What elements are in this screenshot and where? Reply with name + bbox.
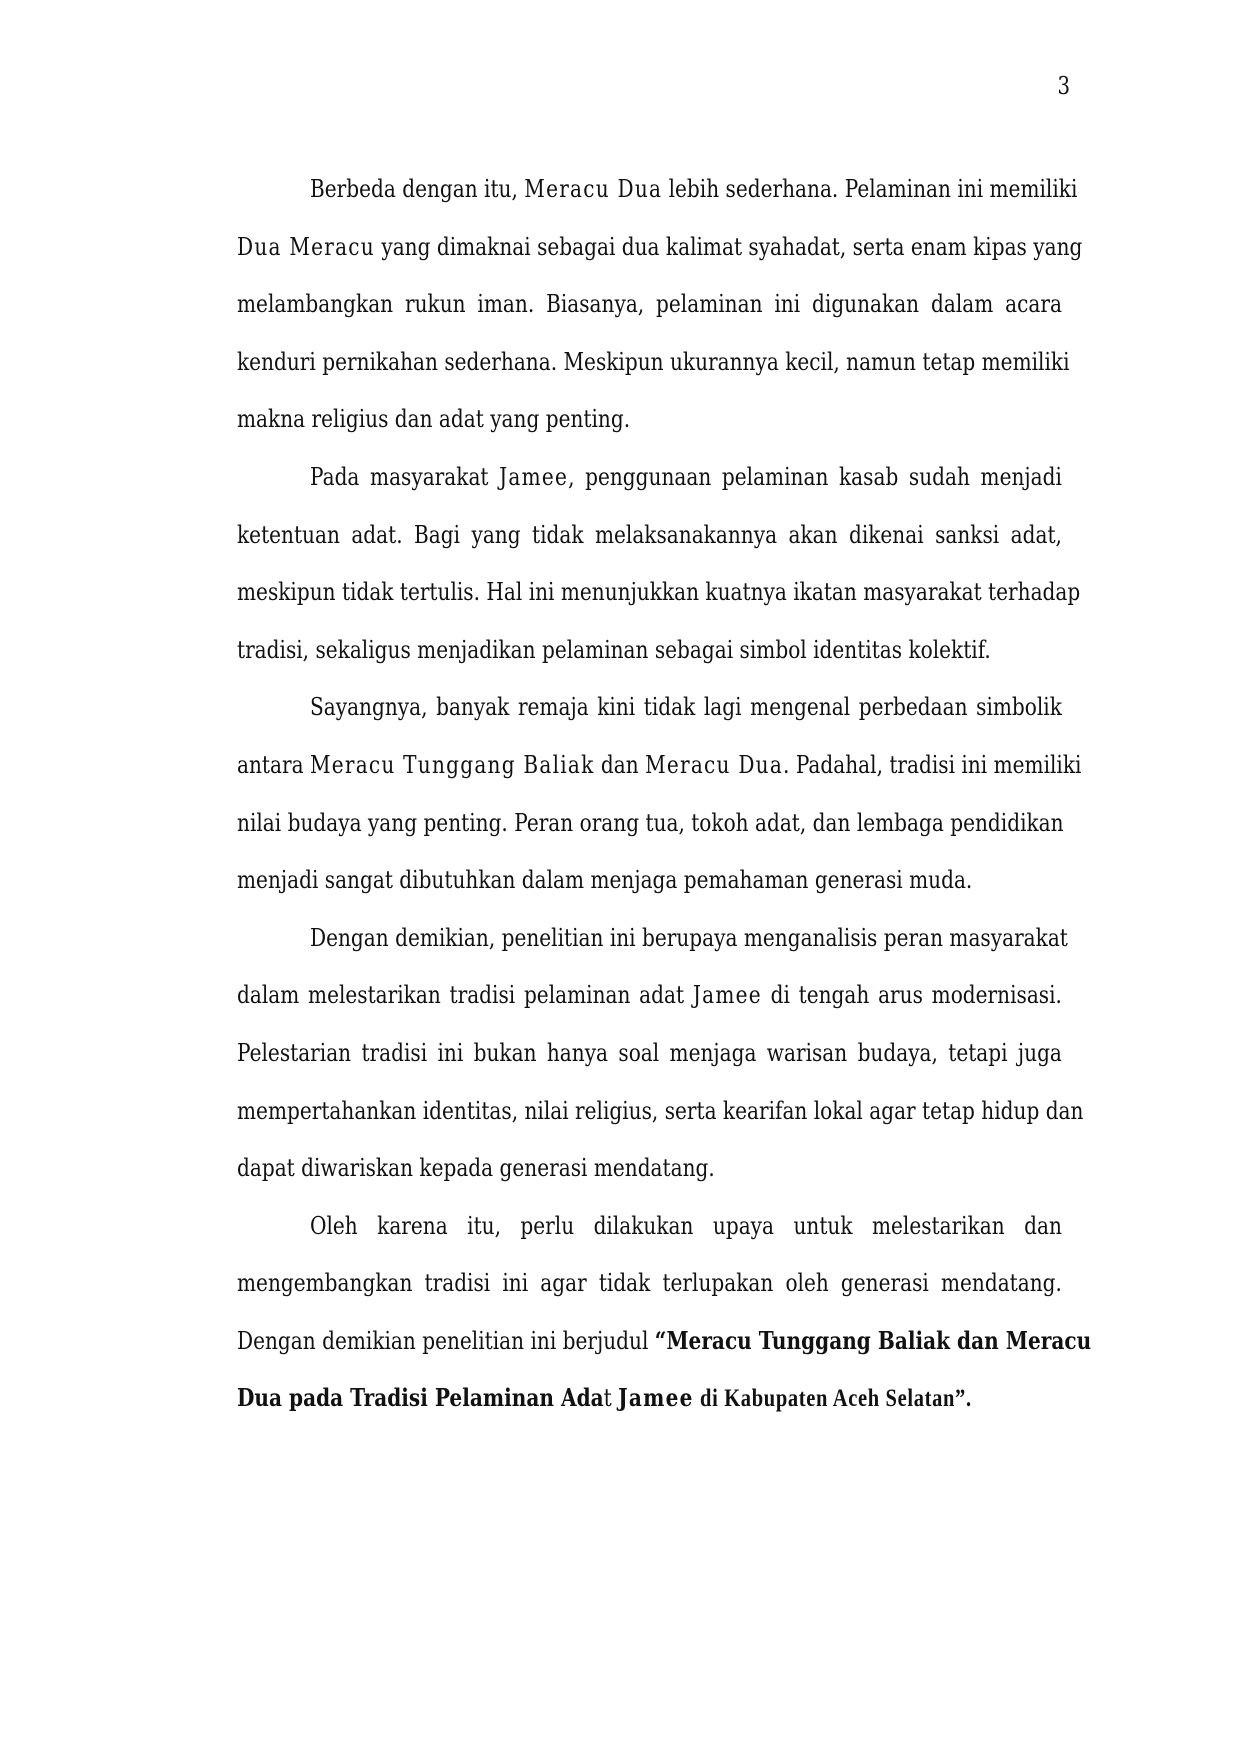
text-run: Oleh karena itu, perlu dilakukan upaya untuk melestarikan dan: [309, 1210, 1062, 1240]
text-run: dapat diwariskan kepada generasi mendatang.: [237, 1153, 715, 1183]
document-body: [237, 174, 1092, 1441]
text-run: Dengan demikian, penelitian ini berupaya menganalisis peran masyarakat: [309, 922, 1068, 952]
text-line: [237, 808, 1062, 866]
paragraph: [237, 692, 1082, 922]
text-line: [237, 1211, 1062, 1269]
text-line: [237, 1095, 1084, 1154]
text-line: [237, 922, 1068, 981]
paragraph: [237, 461, 1081, 692]
text-line: [237, 346, 1070, 405]
text-line: [237, 231, 1083, 290]
term-run: Dua Meracu: [237, 231, 375, 261]
text-line: [237, 404, 1062, 462]
text-run: meskipun tidak tertulis. Hal ini menunjukkan kuatnya ikatan masyarakat terhadap: [237, 577, 1081, 607]
text-run: Berbeda dengan itu,: [309, 174, 525, 203]
paragraph: [237, 922, 1084, 1211]
text-line: [237, 749, 1082, 808]
text-line: [237, 865, 1062, 923]
text-run: makna religius dan adat yang penting.: [237, 404, 631, 434]
text-run: lebih sederhana. Pelaminan ini memiliki: [662, 174, 1078, 203]
emphasis-run: di Kabupaten Aceh Selatan”.: [700, 1385, 972, 1413]
text-line: [237, 520, 1062, 578]
text-line: [237, 692, 1062, 750]
text-run: menjadi sangat dibutuhkan dalam menjaga pemahaman generasi muda.: [237, 865, 973, 895]
text-line: [237, 289, 1062, 347]
text-line: [237, 1325, 1092, 1384]
term-run: Meracu Dua: [524, 174, 663, 203]
text-run: di tengah arus modernisasi.: [761, 980, 1062, 1010]
text-run: antara: [237, 749, 310, 779]
text-run: Pada masyarakat: [309, 461, 500, 491]
term-run: Meracu Dua: [645, 749, 784, 779]
text-run: melambangkan rukun iman. Biasanya, pelaminan ini digunakan dalam acara: [237, 289, 1062, 319]
text-line: [237, 1153, 1062, 1211]
text-line: [237, 635, 1062, 693]
term-run: Meracu Tunggang Baliak: [309, 749, 595, 779]
text-run: ketentuan adat. Bagi yang tidak melaksanakannya akan dikenai sanksi adat,: [237, 519, 1062, 549]
page-number: 3: [1057, 72, 1070, 100]
emphasis-run: “Meracu Tunggang Baliak dan Meracu: [654, 1325, 1092, 1355]
text-run: mengembangkan tradisi ini agar tidak terlupakan oleh generasi mendatang.: [237, 1268, 1062, 1298]
term-run: Jamee: [618, 1383, 694, 1413]
term-run: Jamee: [692, 980, 762, 1010]
text-line: [237, 980, 1062, 1038]
paragraph: [237, 1210, 1092, 1441]
text-run: Sayangnya, banyak remaja kini tidak lagi mengenal perbedaan simbolik: [309, 692, 1062, 722]
text-line: [237, 1268, 1062, 1326]
text-run: Dengan demikian penelitian ini berjudul: [237, 1325, 655, 1355]
text-run: Pelestarian tradisi ini bukan hanya soal menjaga warisan budaya, tetapi juga: [237, 1037, 1062, 1067]
text-run: kenduri pernikahan sederhana. Meskipun ukurannya kecil, namun tetap memiliki: [237, 346, 1070, 376]
text-line: [237, 1038, 1062, 1096]
text-run: dan: [594, 749, 646, 779]
text-run: dalam melestarikan tradisi pelaminan adat: [237, 980, 693, 1010]
text-run: , penggunaan pelaminan kasab sudah menjadi: [568, 461, 1062, 491]
text-line: [237, 462, 1062, 520]
text-run: tradisi, sekaligus menjadikan pelaminan sebagai simbol identitas kolektif.: [237, 634, 991, 664]
text-run: nilai budaya yang penting. Peran orang tua, tokoh adat, dan lembaga pendidikan: [237, 807, 1064, 837]
term-run: Jamee: [499, 461, 569, 491]
text-line: [237, 577, 1081, 635]
paragraph: [237, 174, 1083, 462]
text-run: mempertahankan identitas, nilai religius, serta kearifan lokal agar tetap hidup dan: [237, 1095, 1084, 1125]
emphasis-run: t: [603, 1383, 612, 1413]
text-line: [237, 1383, 1062, 1441]
text-line: [237, 174, 1078, 232]
text-run: yang dimaknai sebagai dua kalimat syahadat, serta enam kipas yang: [374, 231, 1083, 261]
emphasis-run: Dua pada Tradisi Pelaminan Ada: [237, 1383, 604, 1413]
text-run: . Padahal, tradisi ini memiliki: [783, 749, 1082, 779]
